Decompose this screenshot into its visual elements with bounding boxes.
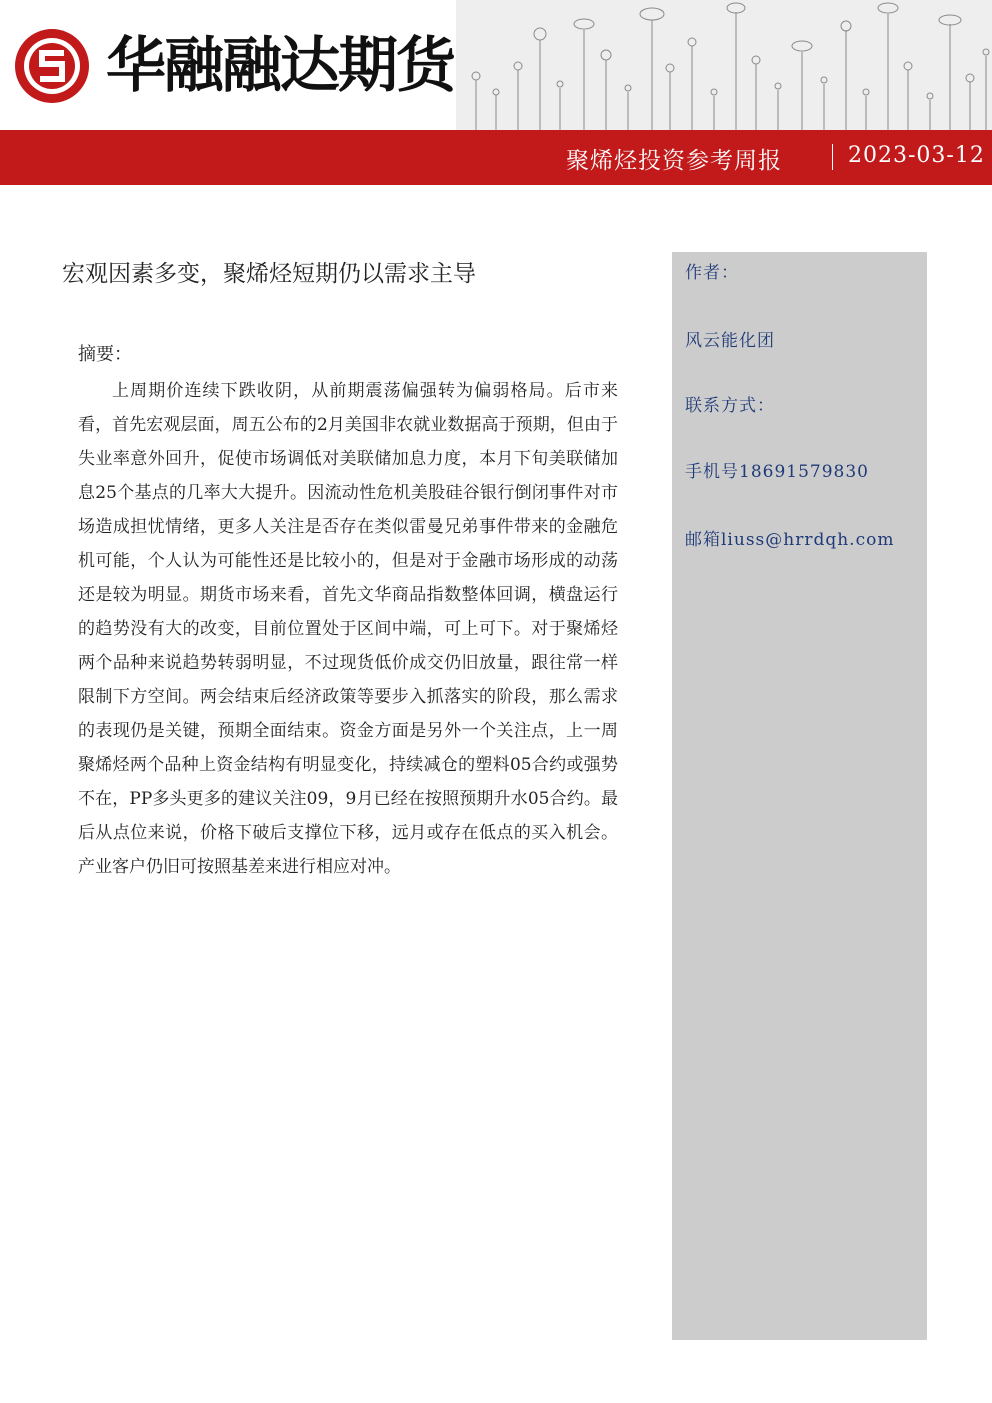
logo — [12, 26, 454, 106]
decorative-pattern — [456, 0, 992, 130]
report-title: 聚烯烃投资参考周报 — [566, 148, 782, 174]
author-sidebar — [672, 252, 927, 1340]
email-address[interactable]: 邮箱liuss@hrrdqh.com — [685, 530, 895, 550]
hr-seal-logo-icon — [12, 26, 92, 106]
author-name: 风云能化团 — [685, 331, 775, 351]
article-headline: 宏观因素多变，聚烯烃短期仍以需求主导 — [62, 261, 476, 287]
header-banner — [0, 130, 992, 185]
report-date: 2023-03-12 — [848, 143, 985, 168]
phone-number: 手机号18691579830 — [685, 462, 869, 482]
abstract-label: 摘要： — [78, 344, 132, 365]
author-label: 作者： — [685, 263, 739, 283]
abstract-body: 上周期价连续下跌收阴，从前期震荡偏强转为偏弱格局。后市来看，首先宏观层面，周五公布的2月美国非农就业数据高于预期，但由于失业率意外回升，促使市场调低对美联储加息力度，本月下旬美联储加息25个基点的几率大大提升。因流动性危机美股硅谷银行倒闭事件对市场造成担忧情绪，更多人关注是否存在类似雷曼兄弟事件带来的金融危机可能，个人认为可能性还是比较小的，但是对于金融市场形成的动荡还是较为明显。期货市场来看，首先文华商品指数整体回调，横盘运行的趋势没有大的改变，目前位置处于区间中端，可上可下。对于聚烯烃两个品种来说趋势转弱明显，不过现货低价成交仍旧放量，跟往常一样限制下方空间。两会结束后经济政策等要步入抓落实的阶段，那么需求的表现仍是关键，预期全面结束。资金方面是另外一个关注点，上一周聚烯烃两个品种上资金结构有明显变化，持续减仓的塑料05合约或强势不在，PP多头更多的建议关注09，9月已经在按照预期升水05合约。最后从点位来说，价格下破后支撑位下移，远月或存在低点的买入机会。产业客户仍旧可按照基差来进行相应对冲。 — [78, 381, 618, 877]
contact-label: 联系方式： — [685, 396, 775, 416]
banner-divider — [832, 144, 833, 170]
brand-name: 华融融达期货 — [106, 31, 454, 101]
